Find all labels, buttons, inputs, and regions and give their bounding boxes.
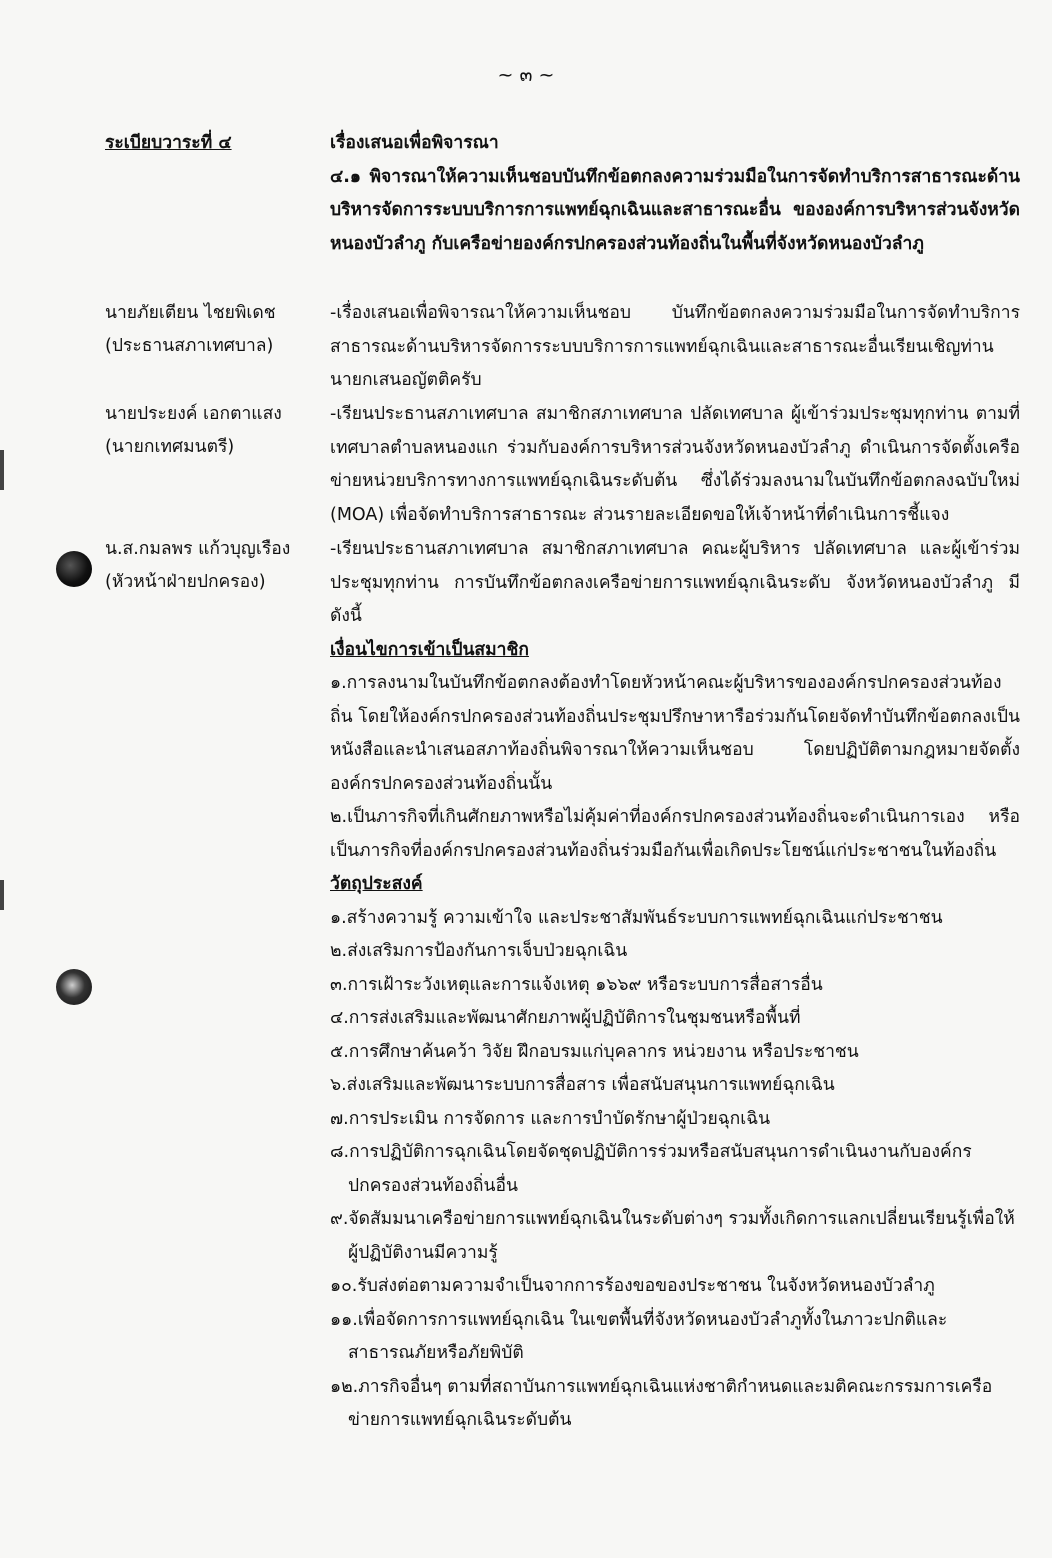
agenda-item: ๔.๑ พิจารณาให้ความเห็นชอบบันทึกข้อตกลงความร่วมมือในการจัดทำบริการสาธารณะด้านบริหารจัดการระบบบริการการแพทย์ฉุกเฉินและสาธารณะอื่น ขององค์การบริหารส่วนจังหวัดหนองบัวลำภู กับเครือข่ายองค์กรปกครองส่วนท้องถิ่นในพื้นที่จังหวัดหนองบัวลำภู xyxy=(330,166,1020,254)
objective-item: ๓.การเฝ้าระวังเหตุและการแจ้งเหตุ ๑๖๖๙ หรือระบบการสื่อสารอื่น xyxy=(330,974,823,995)
objective-item: ๒.ส่งเสริมการป้องกันการเจ็บป่วยฉุกเฉิน xyxy=(330,941,628,961)
agenda-title: เรื่องเสนอเพื่อพิจารณา xyxy=(330,133,499,153)
agenda-label: ระเบียบวาระที่ ๔ xyxy=(105,133,232,153)
speaker-text: -เรียนประธานสภาเทศบาล สมาชิกสภาเทศบาล คณะผู้บริหาร ปลัดเทศบาล และผู้เข้าร่วมประชุมทุกท่าน การบันทึกข้อตกลงเครือข่ายการแพทย์ฉุกเฉินระดับ จังหวัดหนองบัวลำภู มีดังนี้ xyxy=(330,539,1020,626)
speaker-name-label xyxy=(105,398,325,464)
speaker-name-label xyxy=(105,297,325,363)
objective-item: ๙.จัดสัมมนาเครือข่ายการแพทย์ฉุกเฉินในระดับต่างๆ รวมทั้งเกิดการแลกเปลี่ยนเรียนรู้เพื่อให้ผู้ปฏิบัติงานมีความรู้ xyxy=(330,1209,1015,1263)
agenda-content xyxy=(330,127,1020,261)
objective-item: ๑.สร้างความรู้ ความเข้าใจ และประชาสัมพันธ์ระบบการแพทย์ฉุกเฉินแก่ประชาชน xyxy=(330,907,943,928)
objective-item: ๑๑.เพื่อจัดการการแพทย์ฉุกเฉิน ในเขตพื้นที่จังหวัดหนองบัวลำภูทั้งในภาวะปกติและสาธารณภัยหรือภัยพิบัติ xyxy=(330,1309,948,1363)
objective-item: ๗.การประเมิน การจัดการ และการบำบัดรักษาผู้ป่วยฉุกเฉิน xyxy=(330,1108,771,1129)
speaker-text: -เรียนประธานสภาเทศบาล สมาชิกสภาเทศบาล ปลัดเทศบาล ผู้เข้าร่วมประชุมทุกท่าน ตามที่เทศบาลตำบลหนองแก ร่วมกับองค์การบริหารส่วนจังหวัดหนองบัวลำภู ดำเนินการจัดตั้งเครือข่ายหน่วยบริการทางการแพทย์ฉุกเฉินระดับต้น ซึ่งได้ร่วมลงนามในบันทึกข้อตกลงฉบับใหม่ (MOA) เพื่อจัดทำบริการสาธารณะ ส่วนรายละเอียดขอให้เจ้าหน้าที่ดำเนินการชี้แจง xyxy=(330,404,1020,525)
punch-hole-top xyxy=(56,551,92,587)
objective-item: ๑๐.รับส่งต่อตามความจำเป็นจากการร้องขอของประชาชน ในจังหวัดหนองบัวลำภู xyxy=(330,1276,935,1296)
speaker-name: นายภัยเตียน ไชยพิเดช xyxy=(105,303,276,323)
objectives-heading: วัตถุประสงค์ xyxy=(330,874,423,894)
speaker-role: (หัวหน้าฝ่ายปกครอง) xyxy=(105,572,266,592)
objective-item: ๘.การปฏิบัติการฉุกเฉินโดยจัดชุดปฏิบัติการร่วมหรือสนับสนุนการดำเนินงานกับองค์กรปกครองส่วนท้องถิ่นอื่น xyxy=(330,1142,972,1196)
objective-item: ๖.ส่งเสริมและพัฒนาระบบการสื่อสาร เพื่อสนับสนุนการแพทย์ฉุกเฉิน xyxy=(330,1075,835,1095)
objectives-list xyxy=(330,902,1020,1438)
objective-item: ๑๒.ภารกิจอื่นๆ ตามที่สถาบันการแพทย์ฉุกเฉินแห่งชาติกำหนดและมติคณะกรรมการเครือข่ายการแพทย์ฉุกเฉินระดับต้น xyxy=(330,1376,993,1430)
condition-item: ๒.เป็นภารกิจที่เกินศักยภาพหรือไม่คุ้มค่าที่องค์กรปกครองส่วนท้องถิ่นจะดำเนินการเอง หรือเป็นภารกิจที่องค์กรปกครองส่วนท้องถิ่นร่วมมือกันเพื่อเกิดประโยชน์แก่ประชาชนในท้องถิ่น xyxy=(330,807,1020,861)
conditions-heading: เงื่อนไขการเข้าเป็นสมาชิก xyxy=(330,639,529,660)
objective-item: ๔.การส่งเสริมและพัฒนาศักยภาพผู้ปฏิบัติการในชุมชนหรือพื้นที่ xyxy=(330,1008,801,1028)
objective-item: ๕.การศึกษาค้นคว้า วิจัย ฝึกอบรมแก่บุคลากร หน่วยงาน หรือประชาชน xyxy=(330,1041,859,1062)
speaker-name: นายประยงค์ เอกตาแสง xyxy=(105,404,282,424)
speaker-text: -เรื่องเสนอเพื่อพิจารณาให้ความเห็นชอบ บันทึกข้อตกลงความร่วมมือในการจัดทำบริการสาธารณะด้านบริหารจัดการระบบบริการการแพทย์ฉุกเฉินและสาธารณะอื่นเรียนเชิญท่านนายกเสนอญัตติครับ xyxy=(330,303,1020,390)
scan-edge-mark xyxy=(0,880,4,910)
speaker-role: (นายกเทศมนตรี) xyxy=(105,437,235,457)
page-number: ~ ๓ ~ xyxy=(497,64,555,86)
speaker-name: น.ส.กมลพร แก้วบุญเรือง xyxy=(105,539,291,559)
speaker-content xyxy=(330,533,1020,1438)
punch-hole-bottom xyxy=(56,969,92,1005)
scan-edge-mark xyxy=(0,450,4,490)
speaker-name-label xyxy=(105,533,325,599)
condition-item: ๑.การลงนามในบันทึกข้อตกลงต้องทำโดยหัวหน้าคณะผู้บริหารขององค์กรปกครองส่วนท้องถิ่น โดยให้องค์กรปกครองส่วนท้องถิ่นประชุมปรึกษาหารือร่วมกันโดยจัดทำบันทึกข้อตกลงเป็นหนังสือและนำเสนอสภาท้องถิ่นพิจารณาให้ความเห็นชอบ โดยปฏิบัติตามกฎหมายจัดตั้งองค์กรปกครองส่วนท้องถิ่นนั้น xyxy=(330,673,1020,794)
speaker-role: (ประธานสภาเทศบาล) xyxy=(105,336,274,356)
